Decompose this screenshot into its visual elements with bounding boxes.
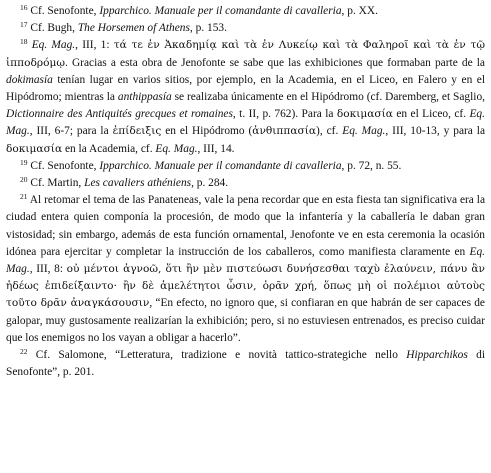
footnote-text: tenían lugar en varios sitios, por ejemplo, en la Academia, en el Liceo, en Falero y en el Hipódromo; mientras la [6, 73, 485, 104]
footnote-number: 16 [20, 3, 28, 12]
greek-term: ἀνθιππασία [252, 125, 317, 138]
book-title: Ipparchico. Manuale per il comandante di cavalleria [99, 159, 342, 172]
book-title: Ipparchico. Manuale per il comandante di cavalleria [99, 5, 342, 17]
footnote-text: en el Hipódromo ( [161, 125, 253, 138]
footnote-text: se realizaba únicamente en el Hipódromo (cf. Daremberg, et Saglio, [171, 91, 486, 104]
footnote-text: . Gracias a esta obra de Jenofonte se sabe que las exhibiciones que formaban parte de la [64, 56, 485, 69]
footnote-text: , III, 6-7; para la [29, 125, 113, 138]
book-title: The Horsemen of Athens [77, 22, 190, 35]
footnote-number: 21 [20, 192, 28, 202]
footnote-number: 19 [20, 157, 28, 167]
footnote-21 [6, 192, 485, 347]
footnote-18 [6, 37, 485, 157]
footnote-text: , t. II, p. 762). Para la [232, 108, 337, 121]
footnote-text: Al retomar el tema de las Panateneas, vale la pena recordar que en esta fiesta tan significativa era la ciudad entera quien componía la procesión, de modo que la infantería y la caballería le daban gran vistosidad; sin embargo, además de esta función ornamental, Jenofonte ve en esta ceremonia la ocasión idónea para ejercitar y completar la instrucción de los caballeros, como manifiesta claramente en [6, 194, 485, 258]
footnote-number: 18 [20, 37, 28, 47]
footnote-text: Cf. Bugh, [27, 22, 78, 35]
footnote-20 [6, 175, 485, 192]
footnote-text: , III, 14. [197, 142, 235, 155]
work-reference: Eq. Mag. [6, 245, 485, 276]
footnote-text: en el Liceo, cf. [392, 108, 470, 121]
work-reference: Eq. Mag. [27, 39, 76, 52]
greek-term: δοκιμασία [336, 108, 393, 121]
italic-term: dokimasía [6, 73, 53, 86]
footnote-text: , p. 284. [191, 177, 229, 190]
footnote-text: ), cf. [316, 125, 343, 138]
footnote-text: Cf. Senofonte, [27, 159, 100, 172]
footnote-19 [6, 158, 485, 175]
footnote-text: , “En efecto, no ignoro que, si confiaran en que habrán de ser capaces de galopar, muy gustosamente realizarían la exhibición; pero, si no estuviesen entrenados, es preciso cuidar que los enemigos no los vayan a obligar a hacerlo”. [6, 297, 485, 344]
footnote-22 [6, 347, 485, 381]
greek-term: ἐπίδειξις [112, 125, 162, 138]
footnote-number: 22 [20, 347, 28, 357]
greek-quote: οὐ μέντοι ἀγνοῶ, ὅτι ἢν μὲν πιστεύωσι δυνήσεσθαι ταχὺ ἐλαύνειν, πάνυ ἂν ἡδέως ἐπιδείξαιντο· ἢν δὲ ἀμελέτητοι ὦσιν, ὁρᾶν χρή, ὅπως μὴ οἱ πολέμιοι αὐτοὺς τοῦτο δρᾶν ἀναγκάσουσιν [6, 263, 485, 310]
footnote-number: 20 [20, 175, 28, 185]
greek-quote: τά τε ἐν Ἀκαδημίᾳ καὶ τὰ ἐν Λυκείῳ καὶ τὰ Φαληροῖ καὶ τὰ ἐν τῷ ἱπποδρόμῳ [6, 39, 485, 69]
work-reference: Eq. Mag. [342, 125, 386, 138]
footnote-text: en la Academia, cf. [62, 142, 156, 155]
book-title: Les cavaliers athéniens [84, 177, 192, 190]
italic-term: anthippasía [117, 91, 172, 104]
footnote-text: Cf. Senofonte, [27, 5, 100, 17]
footnote-text: di Senofonte”, p. 201. [6, 349, 485, 379]
book-title: Dictionnaire des Antiquités grecques et romaines [6, 108, 233, 121]
footnote-17 [6, 20, 485, 37]
footnote-text: , p. 72, n. 55. [341, 159, 402, 172]
work-title: Hipparchikos [406, 349, 468, 362]
work-reference: Eq. Mag. [6, 108, 485, 138]
footnote-text: , III, 10-13, y para la [385, 125, 485, 138]
footnote-text: Cf. Martin, [27, 177, 85, 190]
footnote-16 [6, 3, 485, 20]
footnote-text: , p. 153. [189, 22, 227, 35]
greek-term: δοκιμασία [6, 142, 63, 155]
footnote-number: 17 [20, 20, 28, 30]
work-reference: Eq. Mag. [155, 142, 198, 155]
footnote-text: , III, 8: [29, 263, 67, 276]
footnote-text: Cf. Salomone, “Letteratura, tradizione e novità tattico-strategiche nello [27, 349, 407, 362]
footnote-text: , p. XX. [341, 5, 378, 17]
footnote-text: , III, 1: [75, 39, 114, 52]
